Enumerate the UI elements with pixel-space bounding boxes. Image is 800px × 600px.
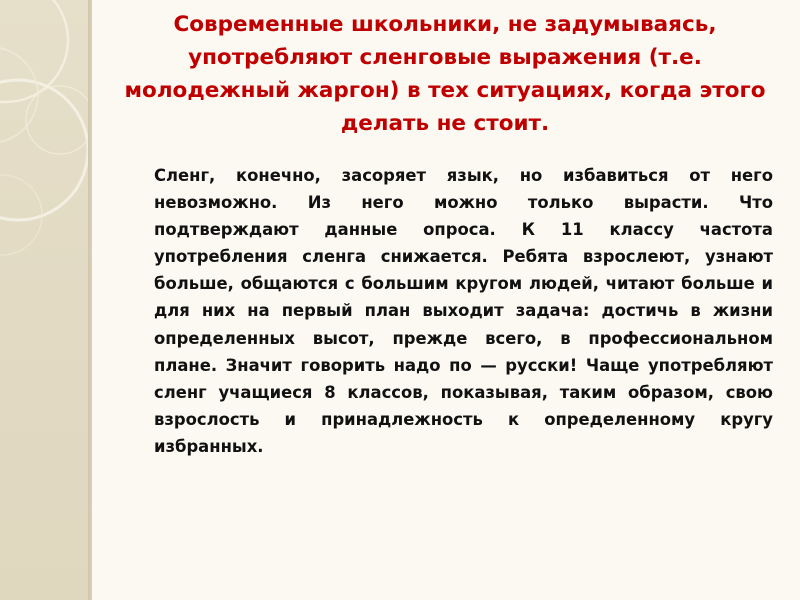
side-panel-edge [88,0,92,600]
slide-title: Современные школьники, не задумываясь, употребляют сленговые выражения (т.е. молодежный жаргон) в тех ситуациях, когда этого делать не стоит. [124,12,766,136]
decorative-side-panel [0,0,92,600]
ring-ornament-icon [0,0,92,600]
slide-body-text: Сленг, конечно, засоряет язык, но избавиться от него невозможно. Из него можно только вырасти. Что подтверждают данные опроса. К 11 классу частота употребления сленга снижается. Ребята взрослеют, узнают больше, общаются с большим кругом людей, читают больше и для них на первый план выходит задача: достичь в жизни определенных высот, прежде всего, в профессиональном плане. Значит говорить надо по — русски! Чаще употребляют сленг учащиеся 8 классов, показывая, таким образом, свою взрослость и принадлежность к определенному кругу избранных. [154,166,773,456]
